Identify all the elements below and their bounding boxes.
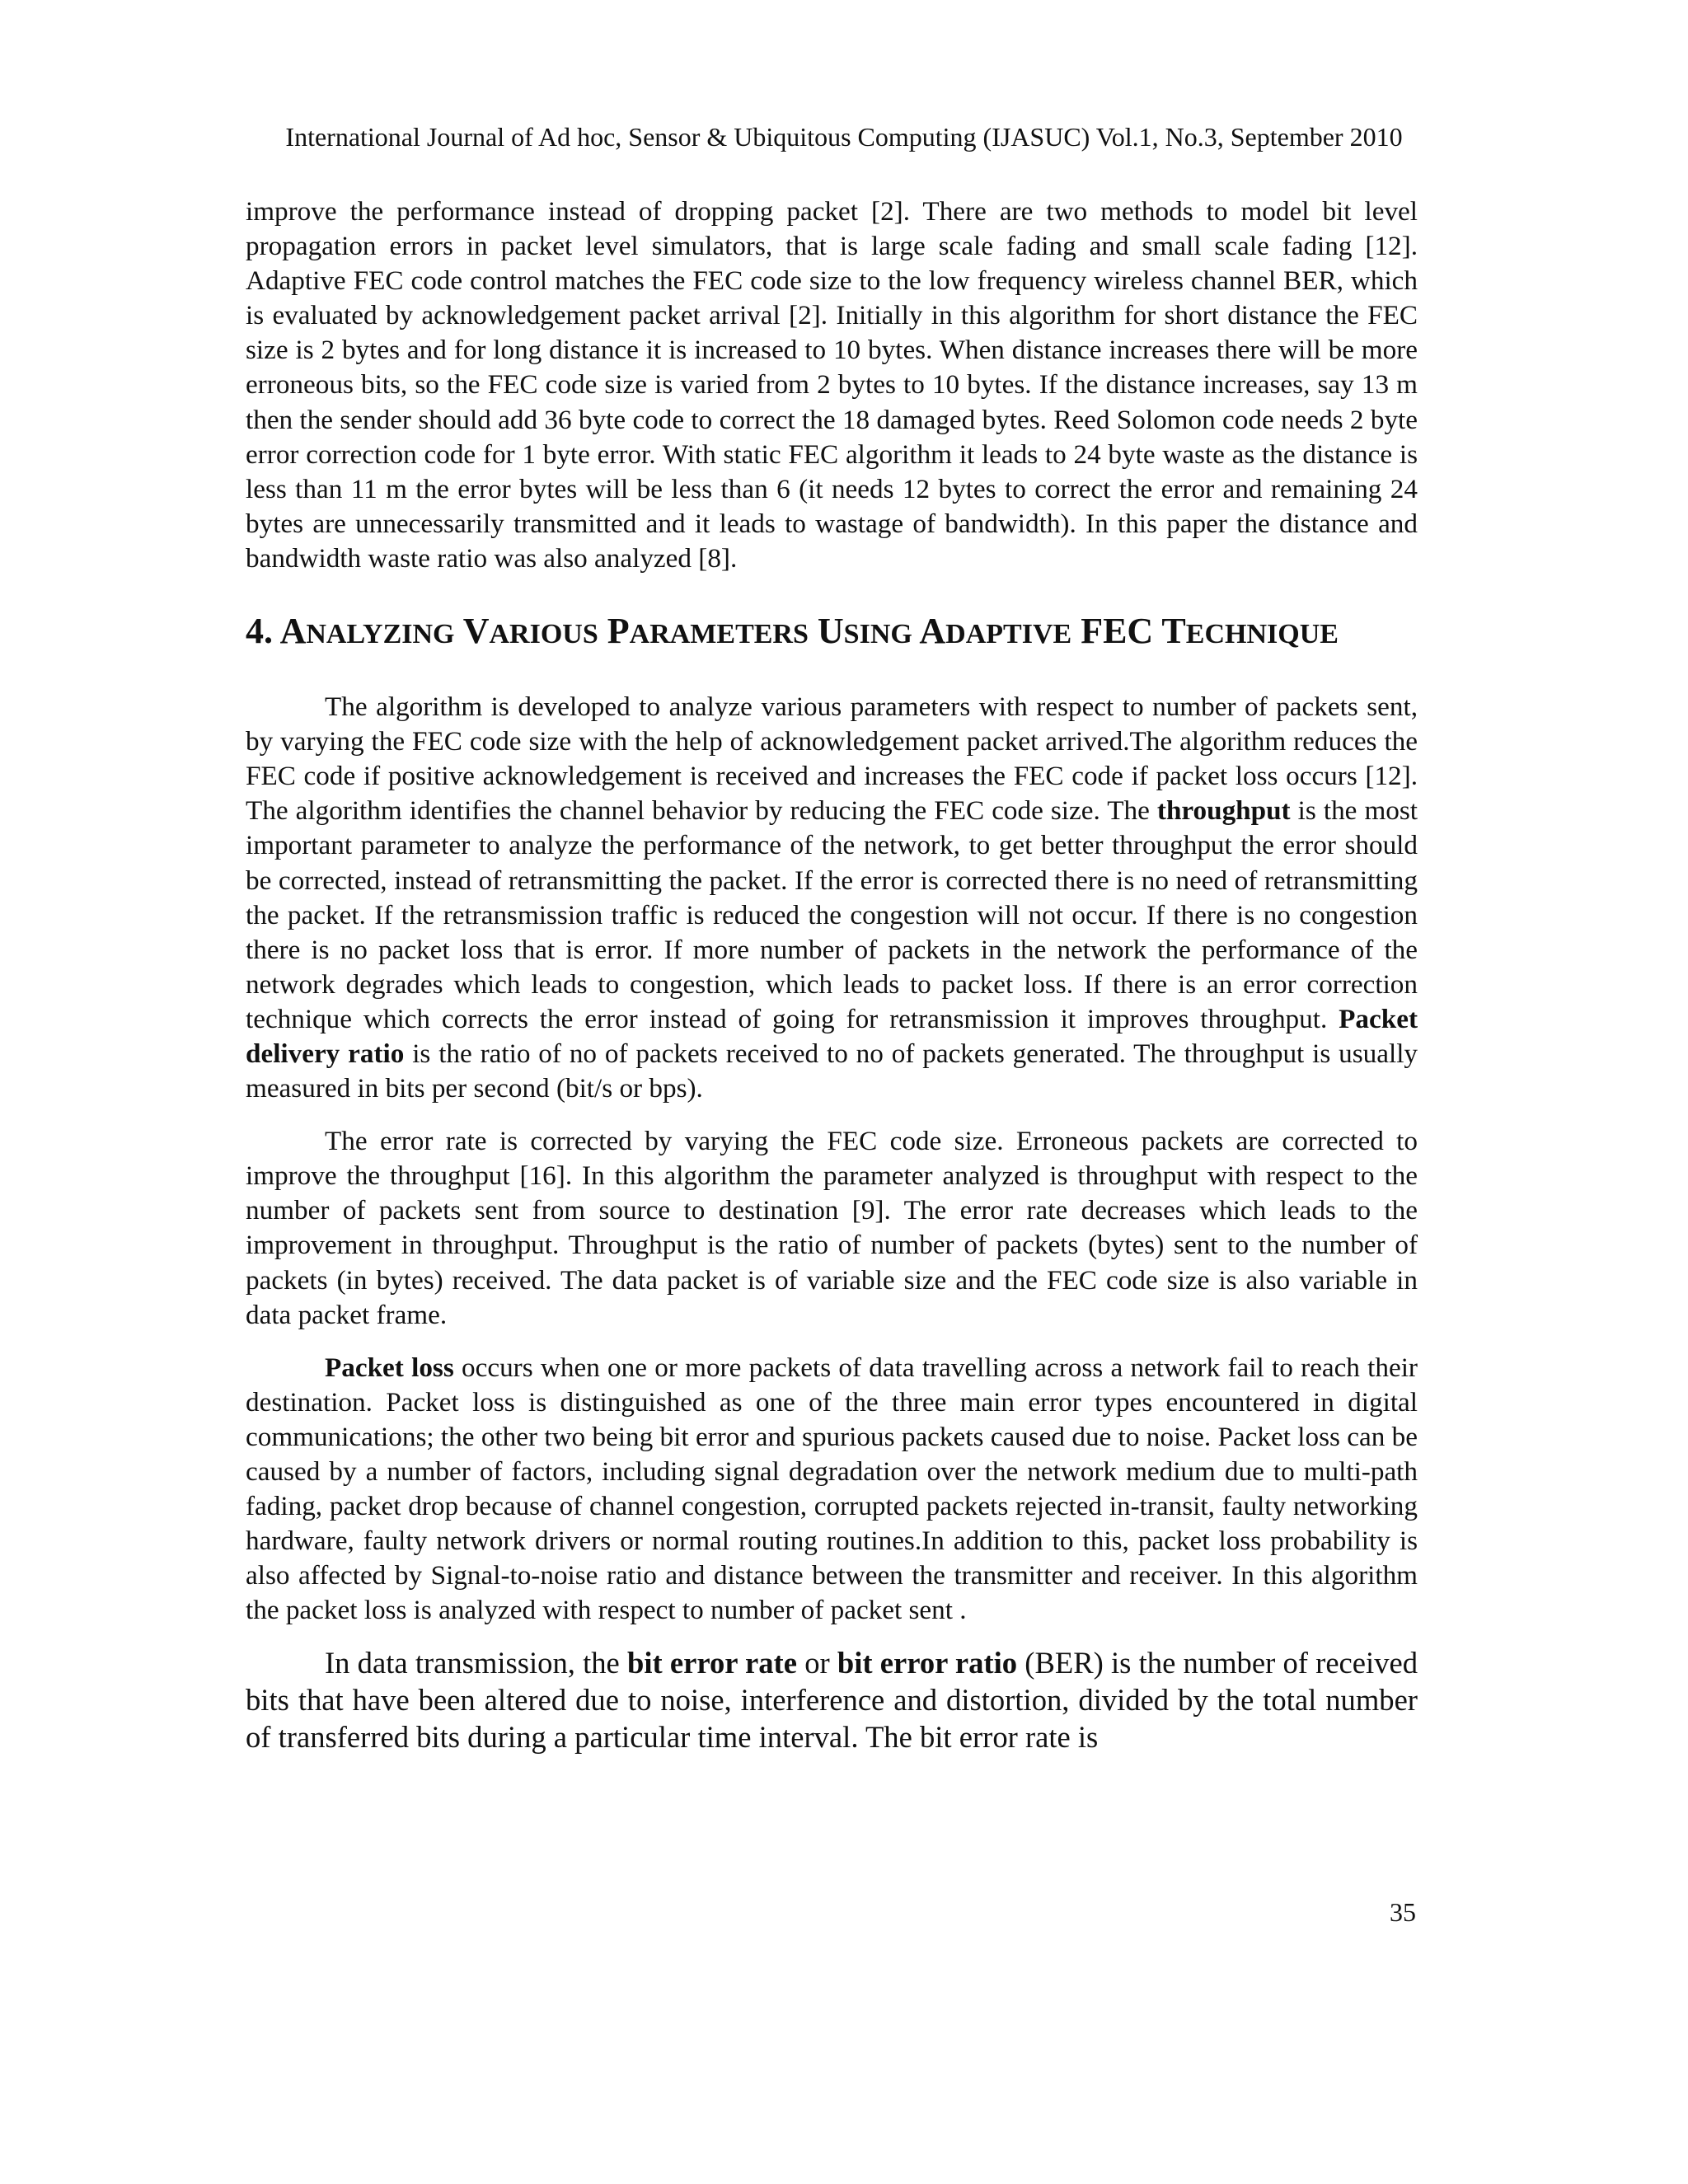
- page-number: 35: [1390, 1897, 1416, 1927]
- section-number: 4.: [246, 611, 273, 652]
- heading-word: PARAMETERS: [607, 611, 809, 652]
- heading-word: ADAPTIVE: [919, 611, 1072, 652]
- term-throughput: throughput: [1156, 795, 1291, 827]
- paragraph-throughput: The algorithm is developed to analyze various parameters with respect to number of packets sent, by varying the FEC code size with the help of acknowledgement packet arrived.The algorithm reduces the FEC code if positive acknowledgement is received and increases the FEC code if packet loss occurs [12]. The algorithm identifies the channel behavior by reducing the FEC code size. The throughput is the most important parameter to analyze the performance of the network, to get better throughput the error should be corrected, instead of retransmitting the packet. If the error is corrected there is no need of retransmitting the packet. If the retransmission traffic is reduced the congestion will not occur. If there is no congestion there is no packet loss that is error. If more number of packets in the network the performance of the network degrades which leads to congestion, which leads to packet loss. If there is an error correction technique which corrects the error instead of going for retransmission it improves throughput. Packet delivery ratio is the ratio of no of packets received to no of packets generated. The throughput is usually measured in bits per second (bit/s or bps).: [246, 691, 1418, 1104]
- intro-paragraph: improve the performance instead of dropping packet [2]. There are two methods to model bit level propagation errors in packet level simulators, that is large scale fading and small scale fading [12]. Adaptive FEC code control matches the FEC code size to the low frequency wireless channel BER, which is evaluated by acknowledgement packet arrival [2]. Initially in this algorithm for short distance the FEC size is 2 bytes and for long distance it is increased to 10 bytes. When distance increases there will be more erroneous bits, so the FEC code size is varied from 2 bytes to 10 bytes. If the distance increases, say 13 m then the sender should add 36 byte code to correct the 18 damaged bytes. Reed Solomon code needs 2 byte error correction code for 1 byte error. With static FEC algorithm it leads to 24 byte waste as the distance is less than 11 m the error bytes will be less than 6 (it needs 12 bytes to correct the error and remaining 24 bytes are unnecessarily transmitted and it leads to wastage of bandwidth). In this paper the distance and bandwidth waste ratio was also analyzed [8].: [246, 196, 1418, 574]
- term-bit-error-rate: bit error rate: [627, 1646, 797, 1680]
- heading-word: ANALYZING: [279, 611, 455, 652]
- heading-word: USING: [817, 611, 912, 652]
- paragraph-bit-error-rate: In data transmission, the bit error rate or bit error ratio (BER) is the number of received bits that have been altered due to noise, interference and distortion, divided by the total number of transferred bits during a particular time interval. The bit error rate is: [246, 1646, 1418, 1755]
- section-heading: [246, 611, 1418, 655]
- paragraph-packet-loss: Packet loss occurs when one or more packets of data travelling across a network fail to reach their destination. Packet loss is distinguished as one of the three main error types encountered in digital communications; the other two being bit error and spurious packets caused due to noise. Packet loss can be caused by a number of factors, including signal degradation over the network medium due to multi-path fading, packet drop because of channel congestion, corrupted packets rejected in-transit, faulty networking hardware, faulty network drivers or normal routing routines.In addition to this, packet loss probability is also affected by Signal-to-noise ratio and distance between the transmitter and receiver. In this algorithm the packet loss is analyzed with respect to number of packet sent .: [246, 1352, 1418, 1626]
- term-bit-error-ratio: bit error ratio: [837, 1646, 1018, 1680]
- term-packet-delivery-ratio: Packet delivery ratio: [246, 1003, 1418, 1069]
- body-text: [246, 194, 1418, 1755]
- heading-word: FEC: [1081, 611, 1154, 652]
- term-packet-loss: Packet loss: [325, 1352, 454, 1383]
- heading-word: VARIOUS: [462, 611, 598, 652]
- paragraph-error-rate: The error rate is corrected by varying the FEC code size. Erroneous packets are corrected to improve the throughput [16]. In this algorithm the parameter analyzed is throughput with respect to the number of packets sent from source to destination [9]. The error rate decreases which leads to the improvement in throughput. Throughput is the ratio of number of packets (bytes) sent to the number of packets (in bytes) received. The data packet is of variable size and the FEC code size is also variable in data packet frame.: [246, 1126, 1418, 1330]
- running-header: International Journal of Ad hoc, Sensor & Ubiquitous Computing (IJASUC) Vol.1, No.3, September 2010: [285, 122, 1403, 152]
- heading-word: TECHNIQUE: [1161, 611, 1339, 652]
